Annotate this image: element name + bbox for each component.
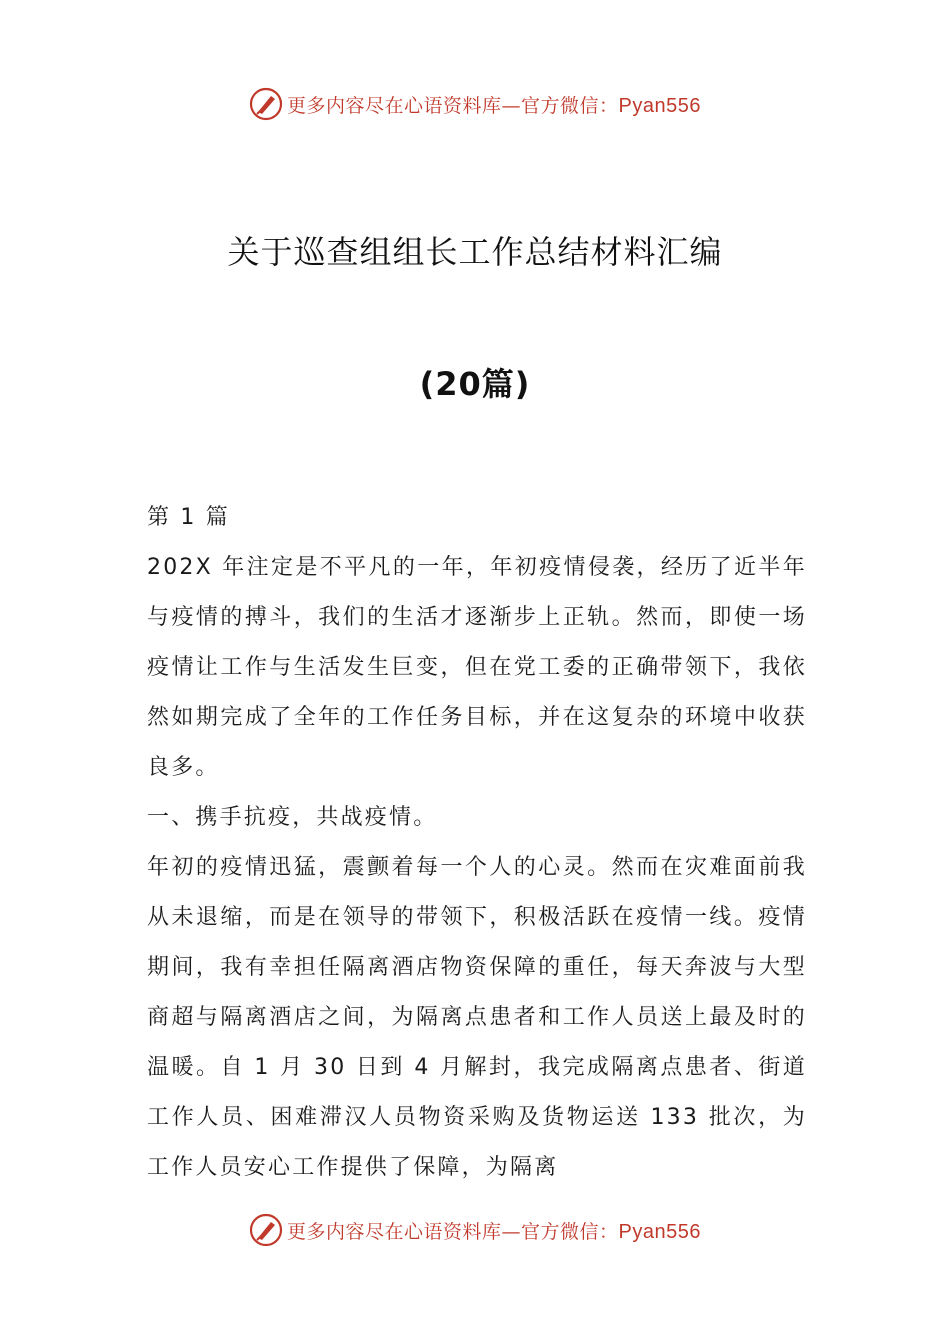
- quill-pen-seal-icon: [249, 87, 283, 121]
- quill-pen-seal-icon: [249, 1213, 283, 1247]
- paragraph-intro: 202X 年注定是不平凡的一年，年初疫情侵袭，经历了近半年与疫情的搏斗，我们的生活才逐渐步上正轨。然而，即使一场疫情让工作与生活发生巨变，但在党工委的正确带领下，我依然如期完成了全年的工作任务目标，并在这复杂的环境中收获良多。: [147, 555, 807, 780]
- watermark-text: 更多内容尽在心语资料库—官方微信：Pyan556: [287, 94, 701, 117]
- document-title: 关于巡查组组长工作总结材料汇编: [227, 233, 723, 271]
- document-subtitle: (20篇): [419, 365, 531, 403]
- section-label: 第 1 篇: [147, 505, 230, 530]
- watermark-footer: [0, 1210, 950, 1250]
- watermark-header: [0, 84, 950, 124]
- paragraph-epidemic: 年初的疫情迅猛，震颤着每一个人的心灵。然而在灾难面前我从未退缩，而是在领导的带领下，积极活跃在疫情一线。疫情期间，我有幸担任隔离酒店物资保障的重任，每天奔波与大型商超与隔离酒店之间，为隔离点患者和工作人员送上最及时的温暖。自 1 月 30 日到 4 月解封，我完成隔离点患者、街道工作人员、困难滞汉人员物资采购及货物运送 133 批次，为工作人员安心工作提供了保障，为隔离: [147, 855, 807, 1180]
- watermark-text: 更多内容尽在心语资料库—官方微信：Pyan556: [287, 1220, 701, 1243]
- document-body: [147, 493, 807, 1193]
- section-heading: 一、携手抗疫，共战疫情。: [147, 805, 438, 830]
